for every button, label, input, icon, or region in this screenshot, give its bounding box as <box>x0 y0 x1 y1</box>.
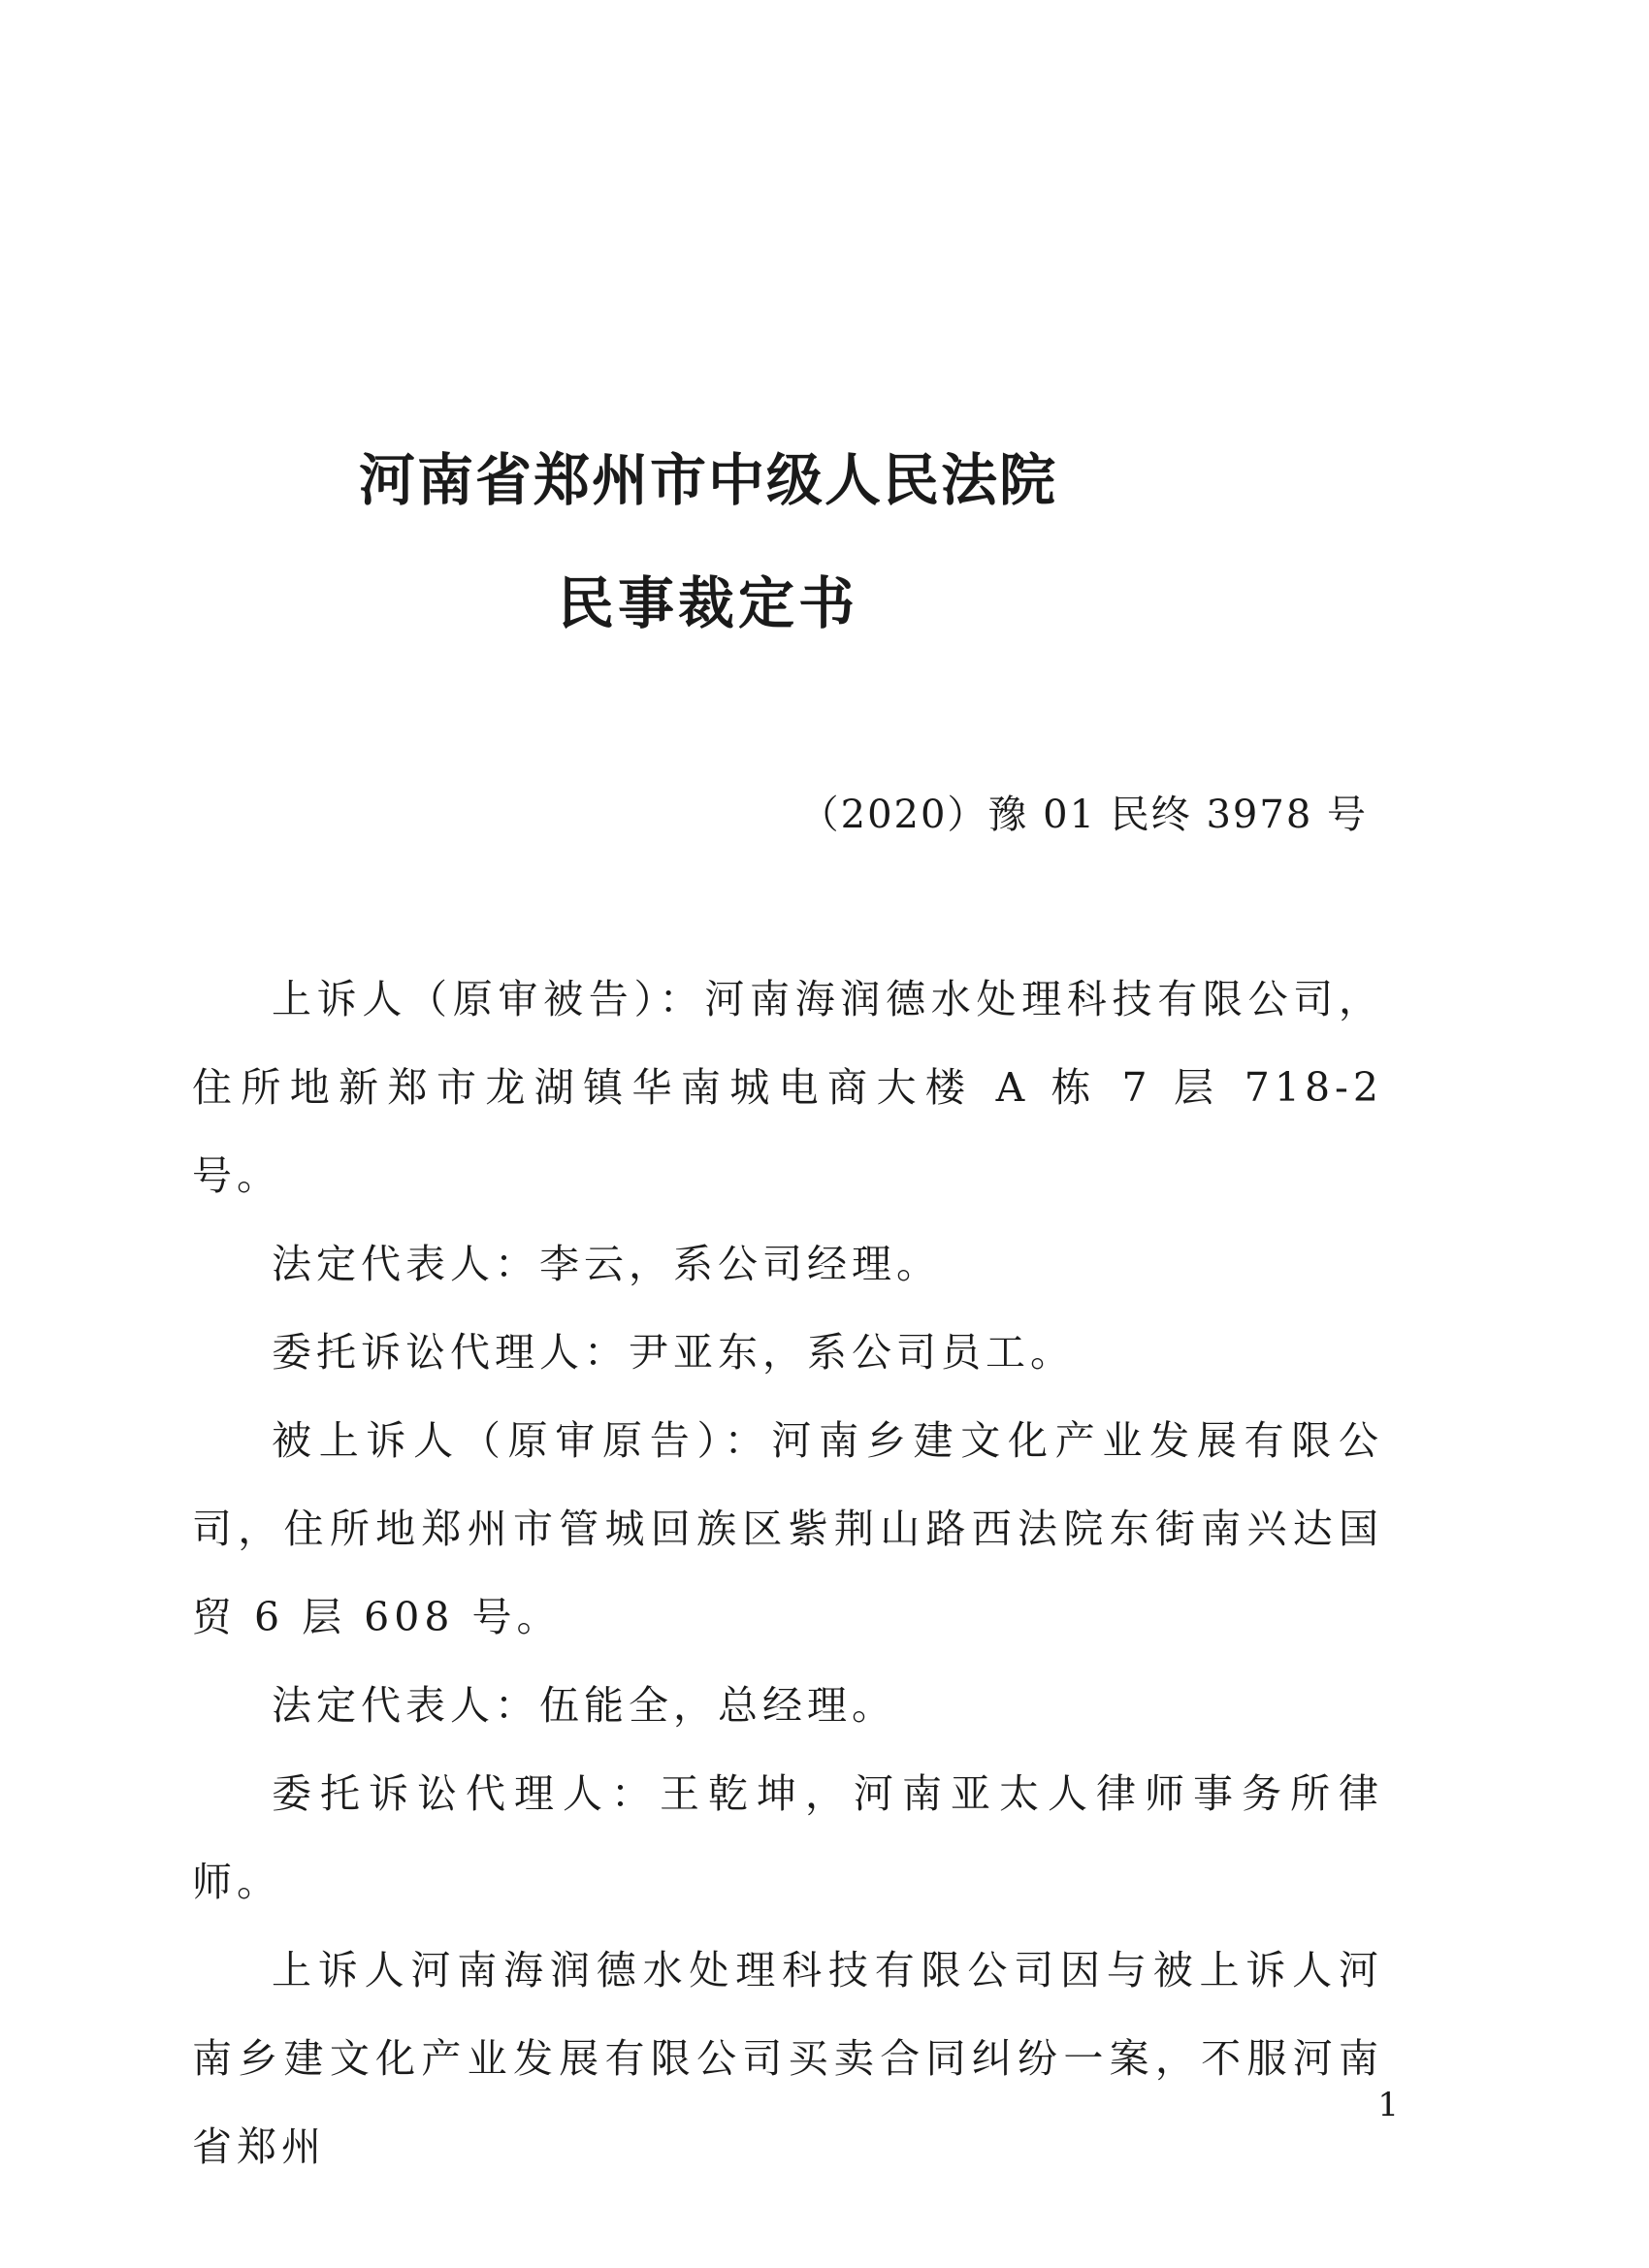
document-body <box>192 956 1383 2191</box>
paragraph-appellee-agent: 委托诉讼代理人：王乾坤，河南亚太人律师事务所律师。 <box>192 1770 1383 1905</box>
paragraph-appellant-legal-rep: 法定代表人：李云，系公司经理。 <box>272 1241 941 1287</box>
paragraph-case-intro: 上诉人河南海润德水处理科技有限公司因与被上诉人河南乡建文化产业发展有限公司买卖合同纠纷一案，不服河南省郑州 <box>192 1947 1383 2170</box>
page-number: 1 <box>1377 2086 1399 2124</box>
paragraph-appellee: 被上诉人（原审原告）：河南乡建文化产业发展有限公司，住所地郑州市管城回族区紫荆山路西法院东街南兴达国贸 6 层 608 号。 <box>192 1417 1383 1640</box>
document-type-title: 民事裁定书 <box>557 570 858 636</box>
paragraph-appellant-agent: 委托诉讼代理人：尹亚东，系公司员工。 <box>272 1329 1075 1376</box>
case-number: （2020）豫 01 民终 3978 号 <box>799 793 1368 837</box>
paragraph-appellee-legal-rep: 法定代表人：伍能全，总经理。 <box>272 1682 896 1729</box>
court-name-title: 河南省郑州市中级人民法院 <box>358 447 1057 513</box>
paragraph-appellant: 上诉人（原审被告）：河南海润德水处理科技有限公司，住所地新郑市龙湖镇华南城电商大楼 A 栋 7 层 718-2 号。 <box>192 976 1383 1199</box>
